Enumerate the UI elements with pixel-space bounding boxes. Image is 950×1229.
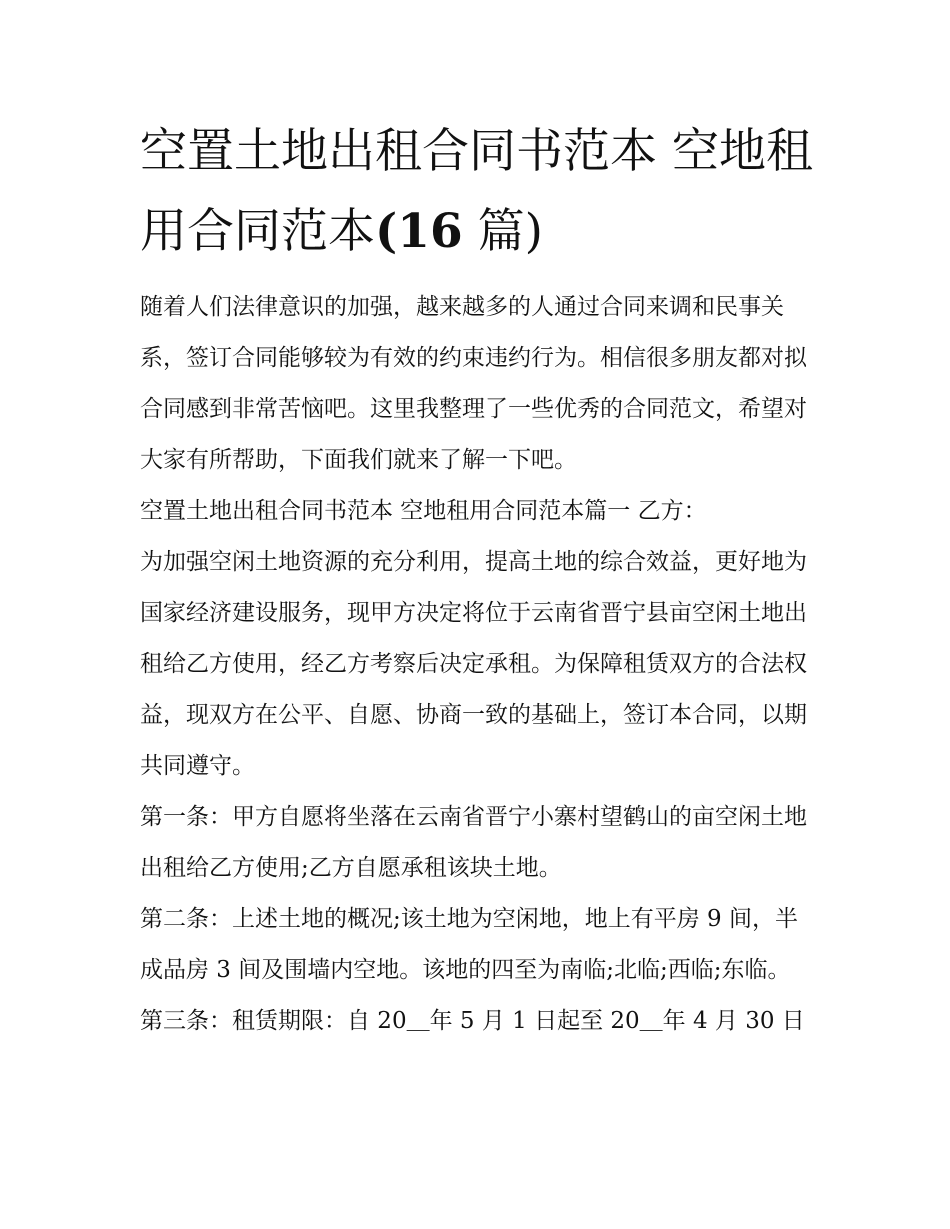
article-1-paragraph: 第一条：甲方自愿将坐落在云南省晋宁小寨村望鹤山的亩空闲土地出租给乙方使用;乙方自愿承租该块土地。 bbox=[140, 804, 807, 881]
title-count: (16 bbox=[375, 204, 463, 259]
preamble-paragraph: 为加强空闲土地资源的充分利用，提高土地的综合效益，更好地为国家经济建设服务，现甲方决定将位于云南省晋宁县亩空闲土地出租给乙方使用，经乙方考察后决定承租。为保障租赁双方的合法权益，现双方在公平、自愿、协商一致的基础上，签订本合同，以期共同遵守。 bbox=[140, 549, 807, 779]
title-text: 空置土地出租合同书范本 空地租用合同范本 bbox=[140, 124, 813, 259]
intro-paragraph: 随着人们法律意识的加强，越来越多的人通过合同来调和民事关系，签订合同能够较为有效的约束违约行为。相信很多朋友都对拟合同感到非常苦恼吧。这里我整理了一些优秀的合同范文，希望对大家有所帮助，下面我们就来了解一下吧。 bbox=[140, 294, 807, 473]
document-title bbox=[140, 112, 830, 272]
article-3-paragraph: 第三条：租赁期限：自 20＿年 5 月 1 日起至 20＿年 4 月 30 日 bbox=[140, 1008, 805, 1034]
title-suffix: 篇) bbox=[462, 204, 543, 259]
article-2-paragraph: 第二条：上述土地的概况;该土地为空闲地，地上有平房 9 间，半成品房 3 间及围墙内空地。该地的四至为南临;北临;西临;东临。 bbox=[140, 906, 799, 983]
section-heading: 空置土地出租合同书范本 空地租用合同范本篇一 乙方： bbox=[140, 498, 707, 524]
document-body bbox=[140, 282, 820, 1047]
